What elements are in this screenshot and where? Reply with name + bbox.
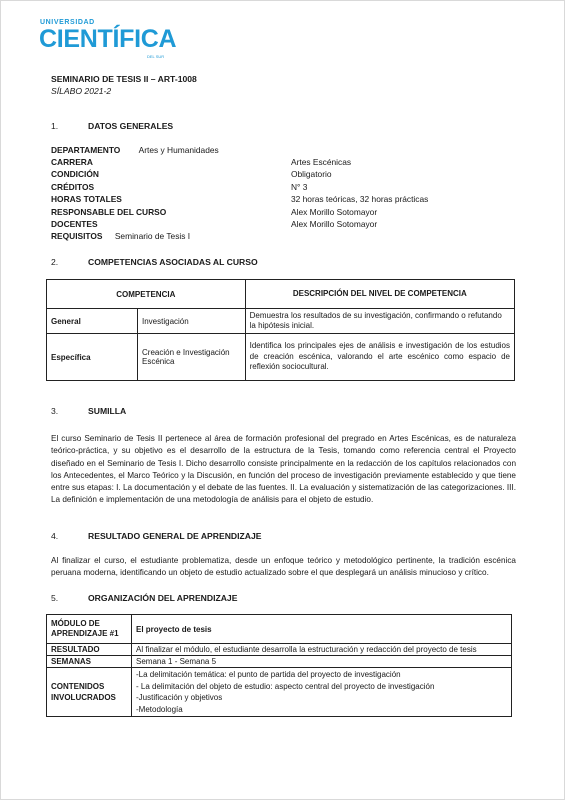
- modulo-table: [46, 614, 512, 717]
- section-title: SUMILLA: [88, 406, 127, 416]
- contenidos-list: [132, 668, 512, 717]
- section-number: 4.: [51, 531, 59, 541]
- field-condicion-value: Obligatorio: [291, 169, 332, 179]
- field-horas-value: 32 horas teóricas, 32 horas prácticas: [291, 194, 429, 204]
- row-descripcion: Demuestra los resultados de su investigación, confirmando o refutando la hipótesis inicial.: [245, 309, 514, 334]
- table-row: [47, 334, 515, 381]
- university-logo: [39, 19, 177, 63]
- field-departamento: [51, 145, 219, 155]
- header-descripcion: DESCRIPCIÓN DEL NIVEL DE COMPETENCIA: [245, 280, 514, 309]
- field-responsable-label: RESPONSABLE DEL CURSO: [51, 207, 167, 217]
- modulo-label: MÓDULO DE APRENDIZAJE #1: [47, 615, 132, 644]
- logo-sub-text: DEL SUR: [147, 54, 165, 59]
- table-row: [47, 656, 512, 668]
- field-responsable-value: Alex Morillo Sotomayor: [291, 207, 378, 217]
- row-competencia: Creación e Investigación Escénica: [138, 334, 246, 381]
- list-item: -Metodología: [136, 704, 183, 714]
- field-label: DEPARTAMENTO: [51, 145, 121, 155]
- list-item: -Justificación y objetivos: [136, 693, 223, 702]
- modulo-value: El proyecto de tesis: [132, 615, 512, 644]
- section-heading-1: [51, 121, 173, 131]
- logo-main-text: CIENTÍFICA: [39, 25, 177, 53]
- syllabus-subtitle: SÍLABO 2021-2: [51, 86, 112, 96]
- section-title: COMPETENCIAS ASOCIADAS AL CURSO: [88, 257, 258, 267]
- section-number: 5.: [51, 593, 59, 603]
- row-competencia: Investigación: [138, 309, 246, 334]
- sumilla-paragraph: El curso Seminario de Tesis II pertenece al área de formación profesional del pregrado en Artes Escénicas, es de naturaleza teórico-práctica, y su objetivo es el desarrollo de la estructura de la Tesis, tomando como referencia central el Proyecto diseñado en el Seminario de Tesis I. Dicho desarrollo consiste principalmente en la redacción de los capítulos relacionados con los Antecedentes, el Marco Teórico y la Discusión, en función del proceso de investigación previamente establecido y que tiene entre sus etapas: I. La documentación y el debate de las fuentes. II. La evaluación y sistematización de las categorizaciones. III. La definición e implementación de una metodología de análisis para el objeto de estudio.: [51, 434, 516, 505]
- list-item: -La delimitación temática: el punto de partida del proyecto de investigación: [136, 670, 401, 679]
- field-horas-label: HORAS TOTALES: [51, 194, 122, 204]
- semanas-label: SEMANAS: [47, 656, 132, 668]
- logo-top-text: UNIVERSIDAD: [40, 19, 95, 26]
- table-row: [47, 615, 512, 644]
- section-heading-3: [51, 406, 126, 416]
- row-descripcion: Identifica los principales ejes de análisis e investigación de los estudios de creación escénica, valorando el arte escénico como espacio de reflexión sociocultural.: [245, 334, 514, 381]
- section-heading-4: [51, 531, 261, 541]
- field-value: Artes y Humanidades: [138, 145, 219, 155]
- section-heading-2: [51, 257, 258, 267]
- field-docentes-value: Alex Morillo Sotomayor: [291, 219, 378, 229]
- row-tipo: Específica: [47, 334, 138, 381]
- field-requisitos: [51, 231, 190, 241]
- section-title: RESULTADO GENERAL DE APRENDIZAJE: [88, 531, 262, 541]
- field-value: Seminario de Tesis I: [114, 231, 191, 241]
- resultado-value: Al finalizar el módulo, el estudiante desarrolla la estructuración y redacción del proyecto de tesis: [132, 644, 512, 656]
- table-header-row: [47, 280, 515, 309]
- contenidos-label: CONTENIDOS INVOLUCRADOS: [47, 668, 132, 717]
- competencias-table: [46, 279, 515, 381]
- resultado-label: RESULTADO: [47, 644, 132, 656]
- table-row: [47, 644, 512, 656]
- field-creditos-value: N° 3: [291, 182, 308, 192]
- resultado-paragraph: Al finalizar el curso, el estudiante problematiza, desde un enfoque teórico y metodológico pertinente, la tradición escénica peruana moderna, identificando un objeto de estudio actualizado sobre el que desplegará un análisis minucioso y crítico.: [51, 556, 516, 578]
- list-item: - La delimitación del objeto de estudio: aspecto central del proyecto de investigación: [136, 681, 435, 691]
- section-heading-5: [51, 593, 237, 603]
- section-title: ORGANIZACIÓN DEL APRENDIZAJE: [88, 593, 238, 603]
- section-number: 2.: [51, 257, 59, 267]
- field-carrera-value: Artes Escénicas: [291, 157, 352, 167]
- table-row: [47, 309, 515, 334]
- field-creditos-label: CRÉDITOS: [51, 182, 95, 192]
- field-carrera-label: CARRERA: [51, 157, 93, 167]
- semanas-value: Semana 1 - Semana 5: [132, 656, 512, 668]
- course-title: SEMINARIO DE TESIS II – ART-1008: [51, 74, 197, 84]
- section-title: DATOS GENERALES: [88, 121, 174, 131]
- field-label: REQUISITOS: [51, 231, 103, 241]
- row-tipo: General: [47, 309, 138, 334]
- field-condicion-label: CONDICIÓN: [51, 169, 99, 179]
- table-row: [47, 668, 512, 717]
- header-competencia: COMPETENCIA: [47, 280, 246, 309]
- section-number: 1.: [51, 121, 59, 131]
- section-number: 3.: [51, 406, 59, 416]
- field-docentes-label: DOCENTES: [51, 219, 98, 229]
